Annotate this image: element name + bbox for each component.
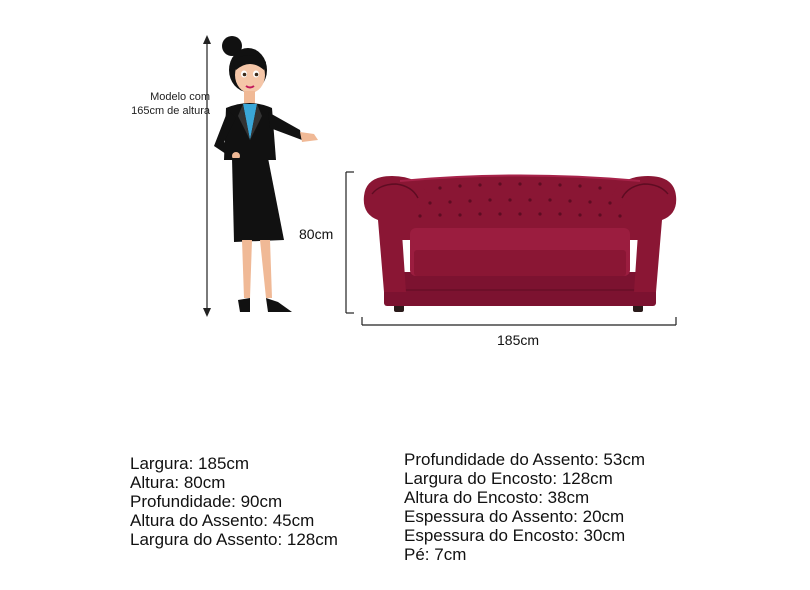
model-label-line1: Modelo com — [150, 91, 210, 103]
model-height-arrow — [203, 35, 211, 317]
spec-item: Pé: 7cm — [404, 545, 467, 564]
spec-item: Altura do Assento: 45cm — [130, 511, 315, 530]
specs-left-column — [130, 454, 338, 549]
model-label-line2: 165cm de altura — [131, 105, 210, 117]
spec-item: Espessura do Assento: 20cm — [404, 507, 625, 526]
sofa-width-line — [362, 317, 676, 325]
chesterfield-sofa-icon — [364, 175, 676, 312]
spec-item: Altura do Encosto: 38cm — [404, 488, 590, 507]
sofa-height-label: 80cm — [299, 226, 334, 242]
spec-item: Espessura do Encosto: 30cm — [404, 526, 626, 545]
spec-item: Altura: 80cm — [130, 473, 226, 492]
spec-item: Profundidade do Assento: 53cm — [404, 450, 645, 469]
sofa-height-line — [346, 172, 354, 313]
spec-item: Profundidade: 90cm — [130, 492, 283, 511]
model-height-label — [118, 90, 210, 118]
sofa-width-label: 185cm — [497, 332, 540, 348]
specs-right-column — [404, 450, 645, 564]
woman-figure-icon — [214, 36, 318, 312]
spec-item: Largura do Encosto: 128cm — [404, 469, 613, 488]
spec-item: Largura: 185cm — [130, 454, 250, 473]
spec-item: Largura do Assento: 128cm — [130, 530, 338, 549]
